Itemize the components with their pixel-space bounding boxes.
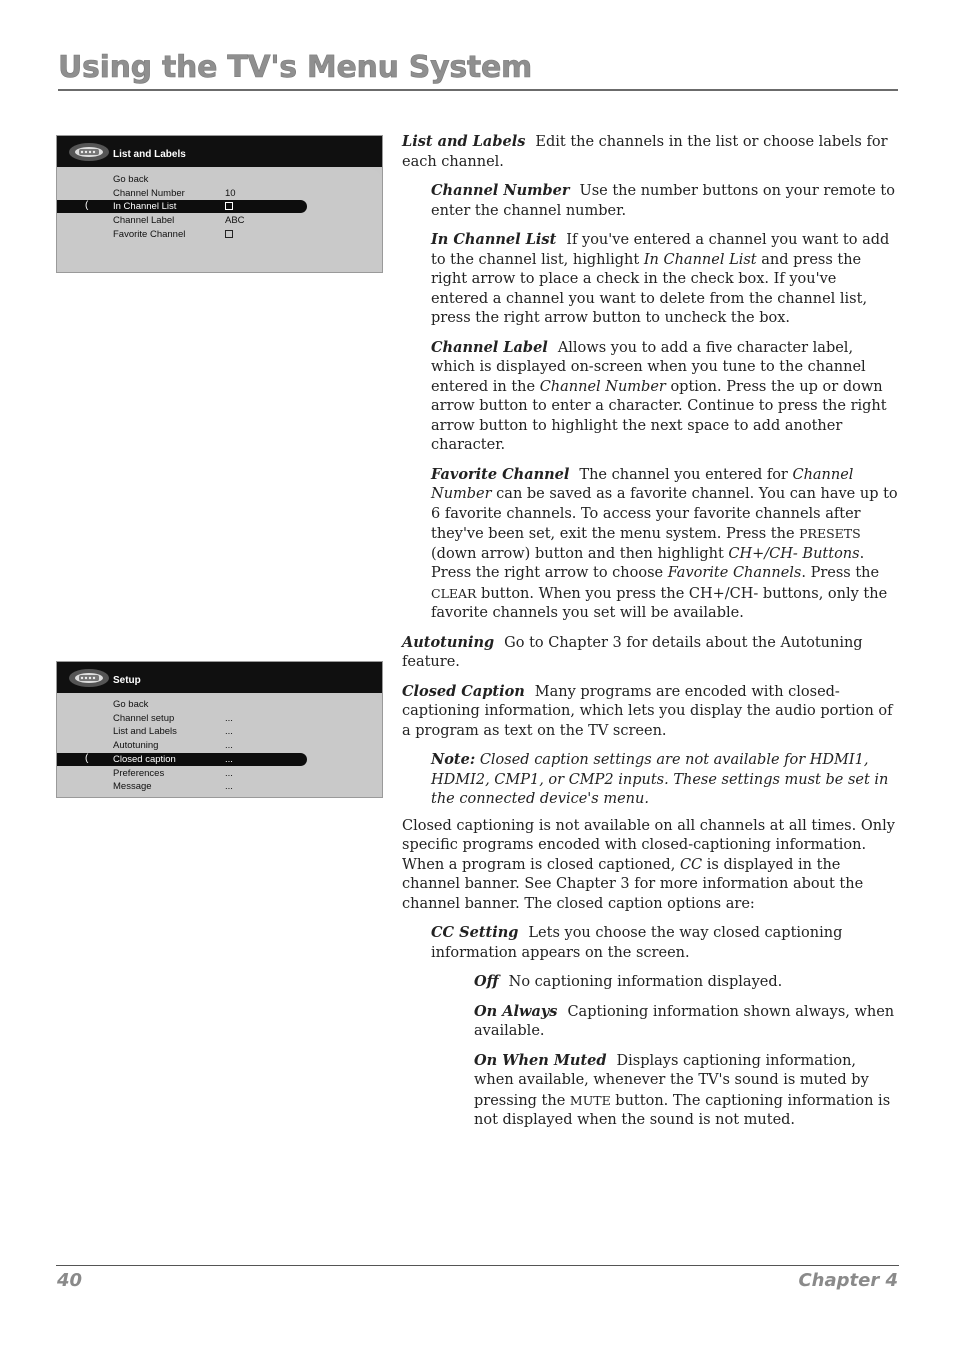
in-channel-list-paragraph: In Channel List If you've entered a channel you want to add to the channel list, highlight In Channel List and press the right arrow to place a check in the check box. If you've entered a channel you want to delete from the channel list, press the right arrow button to uncheck the box. <box>431 231 890 326</box>
channel-label-paragraph: Channel Label Allows you to add a five character label, which is displayed on-screen when you tune to the channel entered in the Channel Number option. Press the up or down arrow button to enter a character. Continue to press the right arrow button to highlight the next space to add another character. <box>431 338 887 453</box>
footer-divider <box>56 1265 899 1266</box>
autotuning-paragraph: Autotuning Go to Chapter 3 for details about the Autotuning feature. <box>402 633 863 670</box>
body-text <box>402 132 898 1140</box>
menu-item-list-and-labels[interactable]: List and Labels ... <box>113 726 233 737</box>
remote-control-icon <box>67 667 111 689</box>
setup-menu-screenshot <box>56 661 383 798</box>
cc-availability-paragraph: Closed captioning is not available on all channels at all times. Only specific programs encoded with closed-captioning information. When a program is closed captioned, CC is displayed in the channel banner. See Chapter 3 for more information about the channel banner. The closed caption options are: <box>402 817 895 912</box>
menu-title: Setup <box>113 675 141 686</box>
selection-marker: ( <box>85 200 89 211</box>
cc-setting-paragraph: CC Setting Lets you choose the way closed captioning information appears on the screen. <box>431 924 843 961</box>
menu-item-go-back[interactable]: Go back <box>113 174 149 185</box>
note-paragraph: Note: Closed caption settings are not available for HDMI1, HDMI2, CMP1, or CMP2 inputs. These settings must be set in the connected device's menu. <box>431 751 889 807</box>
in-channel-list-checkbox[interactable] <box>225 202 233 210</box>
favorite-channel-paragraph: Favorite Channel The channel you entered for Channel Number can be saved as a favorite channel. You can have up to 6 favorite channels. To access your favorite channels after they've been set, exit the menu system. Press the PRESETS (down arrow) button and then highlight CH+/CH- Buttons. Press the right arrow to choose Favorite Channels. Press the CLEAR button. When you press the CH+/CH- buttons, only the favorite channels you set will be available. <box>431 465 898 621</box>
remote-control-icon <box>67 141 111 163</box>
selection-marker: ( <box>85 753 89 764</box>
list-and-labels-paragraph: List and Labels Edit the channels in the list or choose labels for each channel. <box>402 133 888 170</box>
menu-item-channel-number[interactable]: Channel Number 10 <box>113 188 236 199</box>
cc-on-when-muted-paragraph: On When Muted Displays captioning information, when available, whenever the TV's sound is muted by pressing the MUTE button. The captioning information is not displayed when the sound is not muted. <box>474 1051 891 1128</box>
menu-header <box>57 662 382 693</box>
menu-item-favorite-channel[interactable]: Favorite Channel <box>57 228 307 241</box>
channel-number-paragraph: Channel Number Use the number buttons on your remote to enter the channel number. <box>431 182 895 219</box>
closed-caption-paragraph: Closed Caption Many programs are encoded with closed-captioning information, which lets you display the audio portion of a program as text on the TV screen. <box>402 682 893 739</box>
menu-item-channel-setup[interactable]: Channel setup ... <box>113 713 233 724</box>
menu-header <box>57 136 382 167</box>
menu-item-closed-caption[interactable]: ( Closed caption ... <box>57 753 307 766</box>
menu-item-preferences[interactable]: Preferences ... <box>113 768 233 779</box>
menu-item-autotuning[interactable]: Autotuning ... <box>113 740 233 751</box>
list-and-labels-menu-screenshot <box>56 135 383 273</box>
menu-item-channel-label[interactable]: Channel Label ABC <box>113 215 245 226</box>
menu-item-in-channel-list[interactable]: ( In Channel List <box>57 200 307 213</box>
menu-item-message[interactable]: Message ... <box>113 781 233 792</box>
title-divider <box>58 89 898 91</box>
menu-item-go-back[interactable]: Go back <box>113 699 149 710</box>
page-number: 40 <box>57 1270 83 1291</box>
page-title: Using the TV's Menu System <box>58 50 532 85</box>
chapter-label: Chapter 4 <box>798 1270 898 1291</box>
cc-off-paragraph: Off No captioning information displayed. <box>474 973 783 990</box>
menu-title: List and Labels <box>113 149 186 160</box>
favorite-channel-checkbox[interactable] <box>225 230 233 238</box>
cc-on-always-paragraph: On Always Captioning information shown always, when available. <box>474 1002 895 1039</box>
